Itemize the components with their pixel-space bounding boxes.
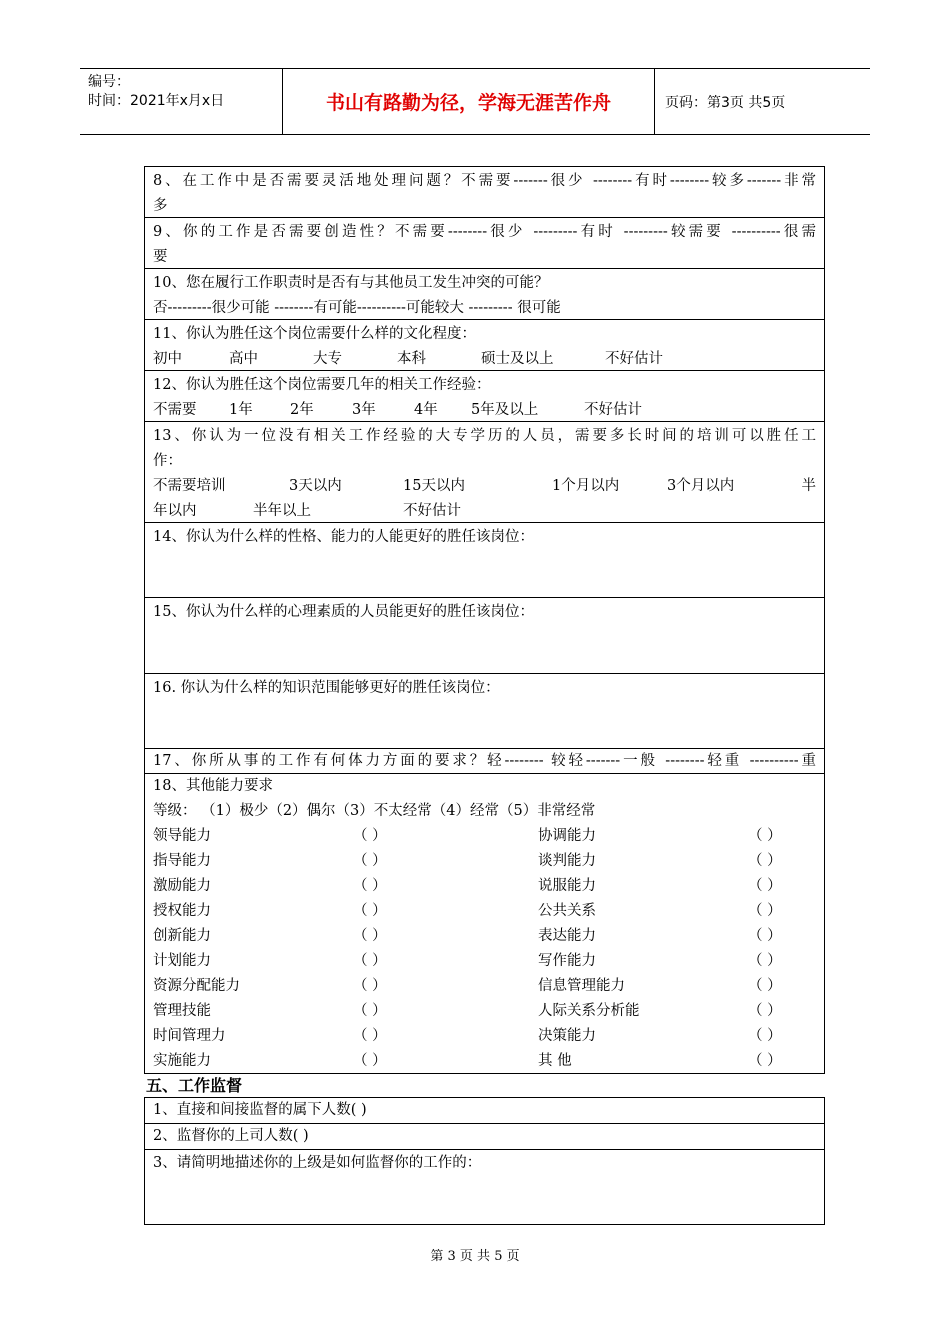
ability-label: 决策能力 [538,1028,596,1044]
question-12: 12、你认为胜任这个岗位需要几年的相关工作经验： 不需要 1年 2年 3年 4年 5年及以上 不好估计 [145,371,824,422]
ability-blank: （ ） [353,1003,387,1019]
ability-blank: （ ） [353,978,387,994]
option: 大专 [313,351,342,367]
question-16: 16. 你认为什么样的知识范围能够更好的胜任该岗位： [145,674,824,749]
option: 3年 [352,402,376,418]
ability-label: 人际关系分析能 [538,1003,640,1019]
ability-blank: （ ） [353,928,387,944]
supervision-item-3: 3、请简明地描述你的上级是如何监督你的工作的： [145,1150,824,1225]
ability-label: 表达能力 [538,928,596,944]
ability-blank: （ ） [353,878,387,894]
header-meta [80,69,282,134]
ability-blank: （ ） [748,878,782,894]
option: 半年以上 [253,503,311,519]
option: 5年及以上 [471,402,539,418]
ability-grid [153,824,816,1074]
option: 3个月以内 [667,478,735,494]
time-label: 时间：2021年x月x日 [88,93,225,109]
ability-label: 其 他 [538,1053,572,1069]
ability-label: 领导能力 [153,828,211,844]
section-title: 五、工作监督 [146,1076,243,1095]
ability-label: 写作能力 [538,953,596,969]
question-8: 8、在工作中是否需要灵活地处理问题？不需要-------很少 --------有时--------较多-------非常 多 [145,167,824,218]
ability-blank: （ ） [748,1028,782,1044]
ability-label: 实施能力 [153,1053,211,1069]
supervision-item-2: 2、监督你的上司人数( ) [145,1124,824,1150]
option: 不好估计 [605,351,663,367]
page-header [80,68,870,135]
supervision-item-1: 1、直接和间接监督的属下人数( ) [145,1098,824,1124]
ability-label: 创新能力 [153,928,211,944]
option: 3天以内 [289,478,342,494]
option: 不需要培训 [153,478,226,494]
question-15: 15、你认为什么样的心理素质的人员能更好的胜任该岗位： [145,598,824,674]
page-footer: 第 3 页 共 5 页 [430,1249,520,1264]
ability-label: 资源分配能力 [153,978,240,994]
ability-blank: （ ） [353,853,387,869]
ability-blank: （ ） [748,928,782,944]
option: 初中 [153,351,182,367]
ability-blank: （ ） [748,953,782,969]
question-17: 17、你所从事的工作有何体力方面的要求？轻-------- 较轻-------一般 --------轻重 ----------重 [145,749,824,774]
question-18: 18、其他能力要求 等级： （1）极少（2）偶尔（3）不太经常（4）经常（5）非常经常 领导能力 （ ） 协调能力 （ ） 指导能力 （ ） 谈判能力 （ ） 激励能力 （ ） 说服能力 （ ） 授权能力 （ ） 公共关系 （ ） 创新能力 （ ） 表达能力 （ ） 计划能力 （ ） 写作能力 （ ） 资源分配能力 （ ） 信息管理能力 （ ） 管理技能 （ ） 人际关系分析能 （ ） 时间管理力 （ ） 决策能力 （ ） 实施能力 （ ） 其 他 （ ） [145,774,824,1074]
question-11: 11、你认为胜任这个岗位需要什么样的文化程度： 初中 高中 大专 本科 硕士及以上 不好估计 [145,320,824,371]
header-motto: 书山有路勤为径，学海无涯苦作舟 [282,69,655,134]
option: 1年 [229,402,253,418]
ability-label: 授权能力 [153,903,211,919]
option: 4年 [414,402,438,418]
ability-blank: （ ） [353,1053,387,1069]
ability-label: 协调能力 [538,828,596,844]
ability-label: 信息管理能力 [538,978,625,994]
ability-label: 时间管理力 [153,1028,226,1044]
option: 不好估计 [584,402,642,418]
ability-label: 计划能力 [153,953,211,969]
header-page-code: 页码：第3页 共5页 [665,94,786,111]
ability-blank: （ ） [748,1053,782,1069]
ability-blank: （ ） [748,903,782,919]
question-10: 10、您在履行工作职责时是否有与其他员工发生冲突的可能？ 否---------很少可能 --------有可能----------可能较大 --------- 很可能 [145,269,824,320]
question-13: 13、你认为一位没有相关工作经验的大专学历的人员，需要多长时间的培训可以胜任工 作： 不需要培训 3天以内 15天以内 1个月以内 3个月以内 半 年以内 半年以上 不好估计 [145,422,824,523]
option: 1个月以内 [552,478,620,494]
question-14: 14、你认为什么样的性格、能力的人能更好的胜任该岗位： [145,523,824,598]
option: 不好估计 [403,503,461,519]
q13-options-a [153,474,816,499]
option: 年以内 [153,503,197,519]
option: 本科 [397,351,426,367]
q12-options [153,398,816,422]
option: 高中 [229,351,258,367]
q11-options [153,347,816,371]
ability-label: 谈判能力 [538,853,596,869]
option: 半 [801,478,816,494]
ability-label: 激励能力 [153,878,211,894]
q13-options-b [153,499,816,523]
ability-blank: （ ） [748,978,782,994]
ability-label: 说服能力 [538,878,596,894]
ability-blank: （ ） [353,953,387,969]
ability-blank: （ ） [748,828,782,844]
ability-label: 管理技能 [153,1003,211,1019]
ability-blank: （ ） [353,1028,387,1044]
option: 硕士及以上 [481,351,554,367]
question-9: 9、你的工作是否需要创造性？不需要--------很少 ---------有时 ---------较需要 ----------很需 要 [145,218,824,269]
questionnaire-table [144,166,825,1074]
option: 15天以内 [403,478,465,494]
option: 不需要 [153,402,197,418]
ability-blank: （ ） [748,853,782,869]
option: 2年 [290,402,314,418]
supervision-table [144,1097,825,1225]
number-label: 编号： [88,74,130,90]
ability-label: 指导能力 [153,853,211,869]
ability-blank: （ ） [353,903,387,919]
ability-label: 公共关系 [538,903,596,919]
ability-blank: （ ） [748,1003,782,1019]
ability-blank: （ ） [353,828,387,844]
